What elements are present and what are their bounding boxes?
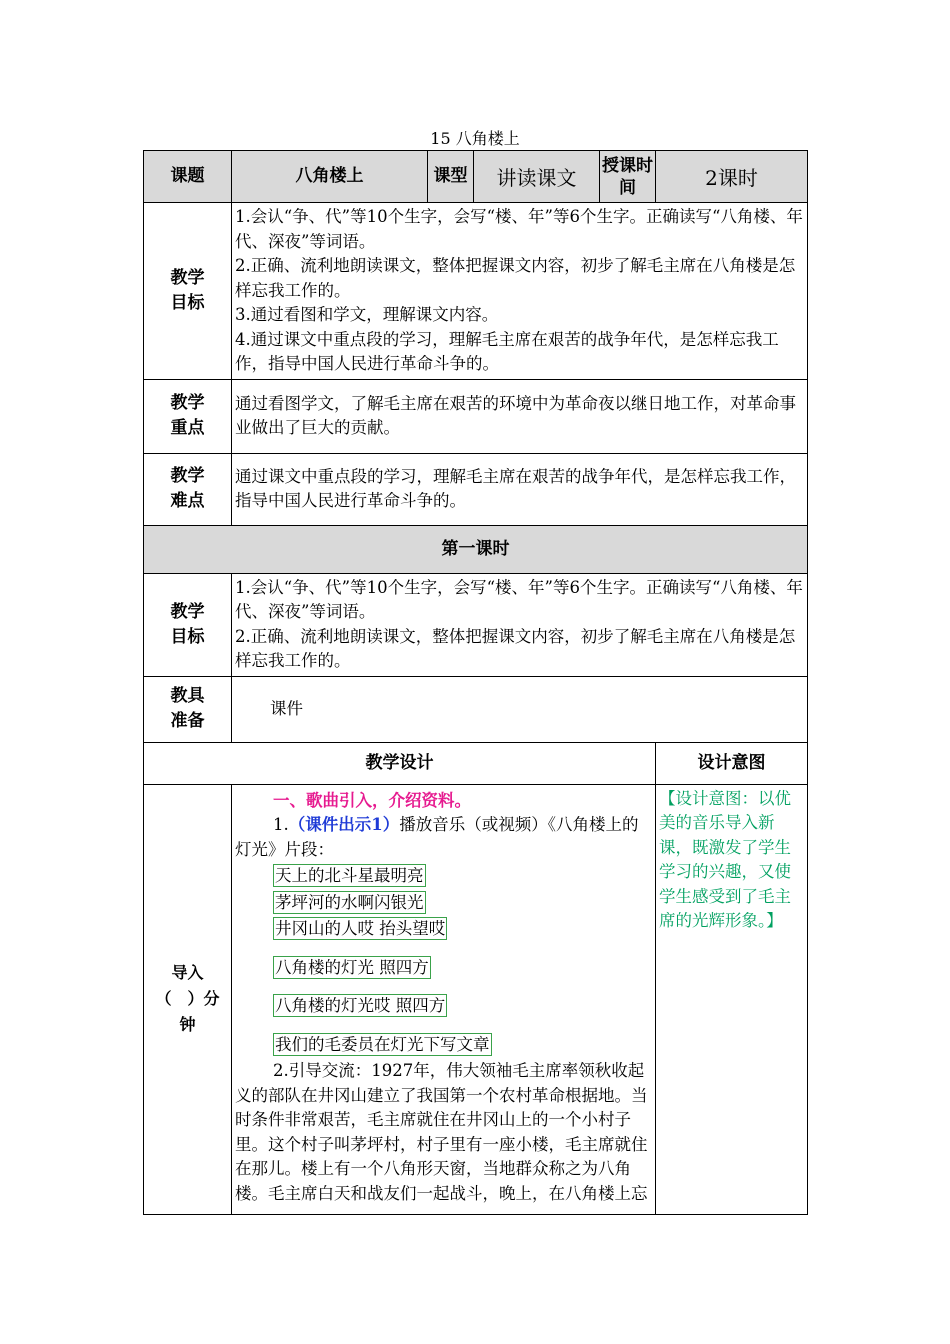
lyric-line: 我们的毛委员在灯光下写文章 xyxy=(275,1034,490,1054)
intro-label xyxy=(144,784,232,1214)
lesson-plan-table xyxy=(143,150,808,1215)
lyric-line: 井冈山的人哎 抬头望哎 xyxy=(275,919,446,938)
key-points-text: 通过看图学文，了解毛主席在艰苦的环境中为革命夜以继日地工作，对革命事业做出了巨大的贡献。 xyxy=(232,379,808,453)
difficulties-row xyxy=(144,453,808,525)
goal-item: 4.通过课文中重点段的学习，理解毛主席在艰苦的战争年代，是怎样忘我工作，指导中国人民进行革命斗争的。 xyxy=(235,329,779,373)
key-points-row xyxy=(144,379,808,453)
intro-label-line: （ ）分 xyxy=(155,989,220,1008)
lyric-line: 茅坪河的水啊闪银光 xyxy=(275,892,424,912)
step1-prefix: 1. xyxy=(273,815,289,834)
lesson1-goals-row xyxy=(144,573,808,676)
lesson1-goals-label: 教学目标 xyxy=(144,573,232,676)
tools-label: 教具准备 xyxy=(144,676,232,742)
goal-item: 3.通过看图和学文，理解课文内容。 xyxy=(235,305,499,324)
difficulties-text: 通过课文中重点段的学习，理解毛主席在艰苦的战争年代，是怎样忘我工作，指导中国人民进行革命斗争的。 xyxy=(232,453,808,525)
goals-label: 教学目标 xyxy=(144,203,232,380)
lesson1-goals-content xyxy=(232,573,808,676)
intent-header: 设计意图 xyxy=(656,742,808,784)
intro-label-line: 导入 xyxy=(171,963,204,982)
step1-text: 播放音乐（或视频）《八角楼上的灯光》片段： xyxy=(235,815,639,859)
goal-item: 2.正确、流利地朗读课文，整体把握课文内容，初步了解毛主席在八角楼是怎样忘我工作的。 xyxy=(235,626,796,670)
goal-item: 1.会认“争、代”等10个生字，会写“楼、年”等6个生字。正确读写“八角楼、年代、深夜”等词语。 xyxy=(235,207,803,251)
tools-value: 课件 xyxy=(232,676,808,742)
intro-step1 xyxy=(235,813,652,862)
design-header: 教学设计 xyxy=(144,742,656,784)
tools-row xyxy=(144,676,808,742)
intro-content xyxy=(232,784,656,1214)
design-intent: 【设计意图：以优美的音乐导入新课，既激发了学生学习的兴趣，又使学生感受到了毛主席的光辉形象。】 xyxy=(656,784,808,1214)
intro-label-line: 钟 xyxy=(179,1015,196,1034)
lyric-line: 八角楼的灯光 照四方 xyxy=(275,957,429,977)
lesson1-title-row xyxy=(144,525,808,573)
lesson1-title: 第一课时 xyxy=(144,525,808,573)
goal-item: 2.正确、流利地朗读课文，整体把握课文内容，初步了解毛主席在八角楼是怎样忘我工作的。 xyxy=(235,256,796,300)
document-title: 15 八角楼上 xyxy=(430,129,520,148)
difficulties-label: 教学难点 xyxy=(144,453,232,525)
intro-heading: 一、歌曲引入，介绍资料。 xyxy=(273,790,471,810)
topic-label: 课题 xyxy=(144,151,232,203)
intro-row xyxy=(144,784,808,1214)
time-label: 授课时间 xyxy=(600,151,656,203)
goal-item: 1.会认“争、代”等10个生字，会写“楼、年”等6个生字。正确读写“八角楼、年代、深夜”等词语。 xyxy=(235,577,803,621)
time-value: 2课时 xyxy=(656,151,808,203)
type-label: 课型 xyxy=(428,151,474,203)
intro-step2: 2.引导交流：1927年，伟大领袖毛主席率领秋收起义的部队在井冈山建立了我国第一个农村革命根据地。当时条件非常艰苦，毛主席就住在井冈山上的一个小村子里。这个村子叫茅坪村，村子里有一座小楼，毛主席就住在那儿。楼上有一个八角形天窗，当地群众称之为八角楼。毛主席白天和战友们一起战斗，晚上，在八角楼上忘 xyxy=(235,1061,648,1203)
design-header-row xyxy=(144,742,808,784)
lyric-line: 天上的北斗星最明亮 xyxy=(275,866,424,885)
courseware-tag: （课件出示1） xyxy=(288,815,400,834)
type-value: 讲读课文 xyxy=(474,151,600,203)
key-points-label: 教学重点 xyxy=(144,379,232,453)
topic-value: 八角楼上 xyxy=(232,151,428,203)
goals-content xyxy=(232,203,808,380)
goals-row xyxy=(144,203,808,380)
lyric-line: 八角楼的灯光哎 照四方 xyxy=(275,996,446,1015)
header-row xyxy=(144,151,808,203)
